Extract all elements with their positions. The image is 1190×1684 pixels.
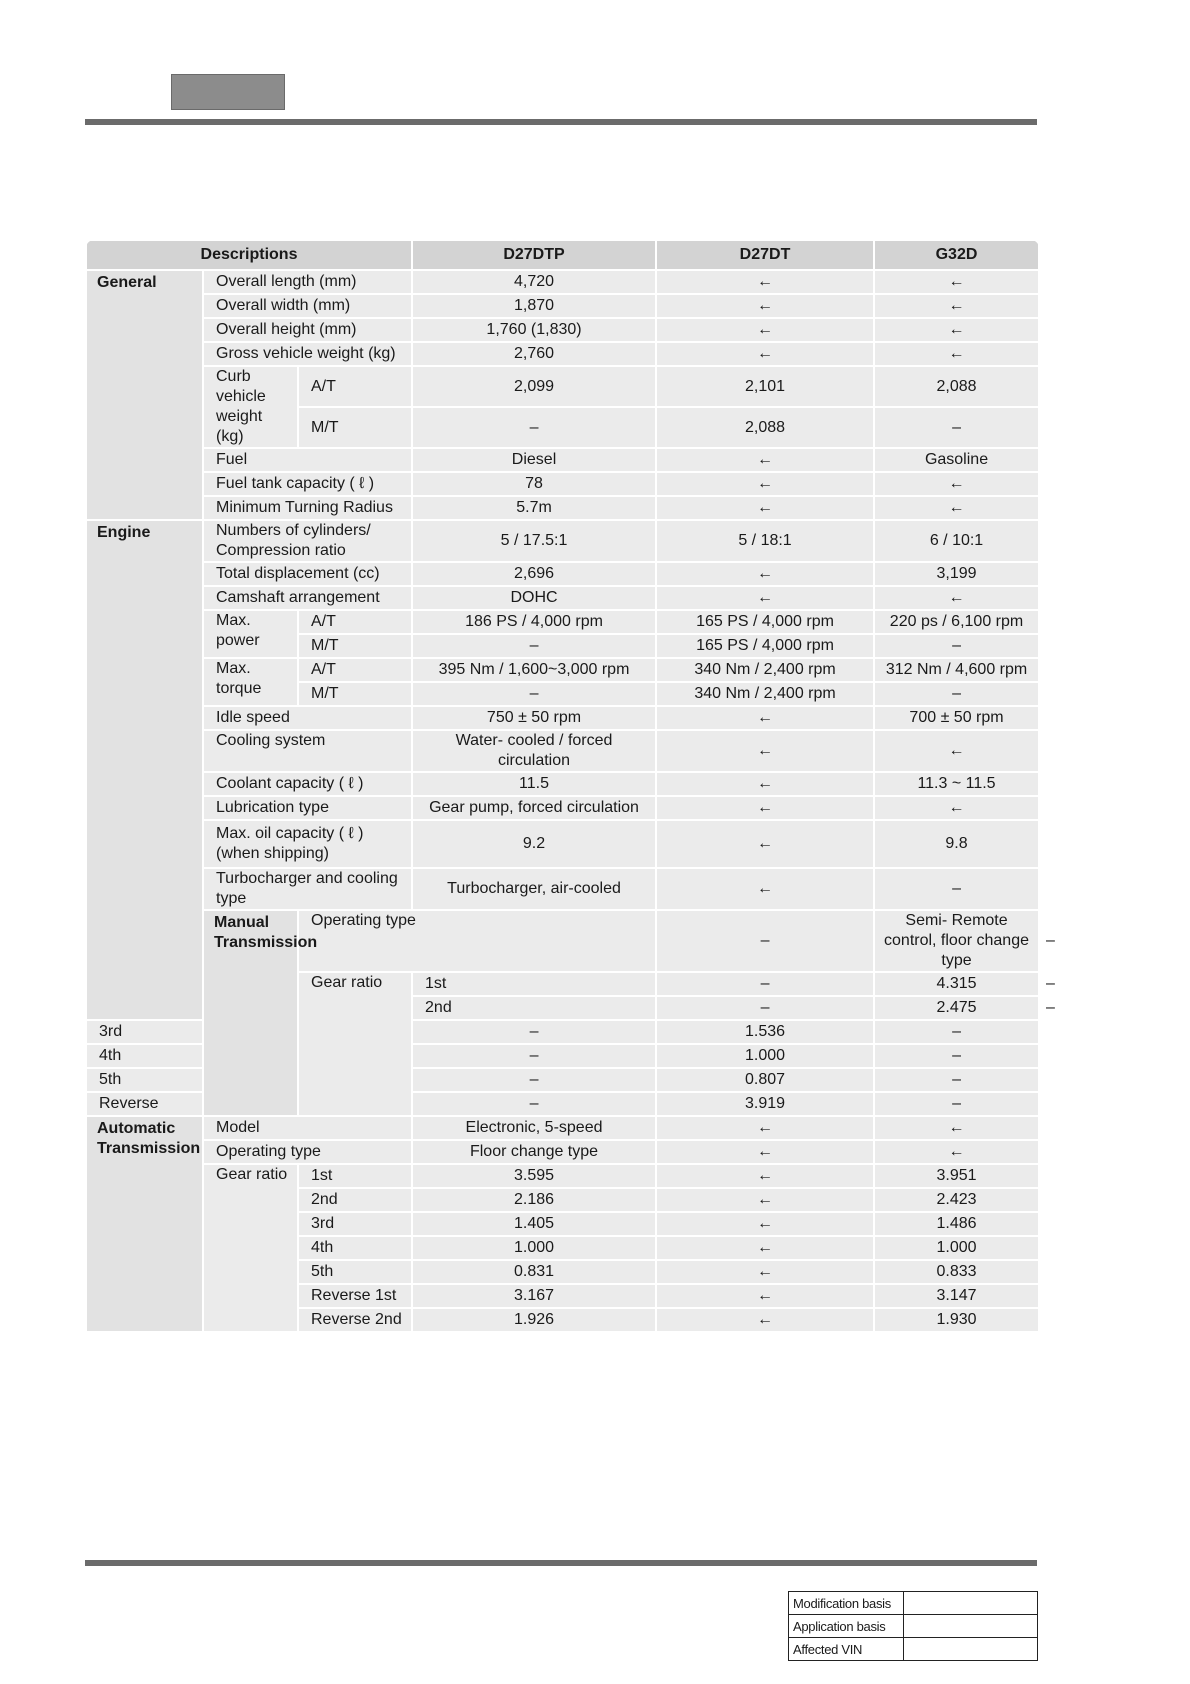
value-d27dt: Semi- Remote control, floor change type bbox=[874, 910, 1039, 972]
row-label: Numbers of cylinders/ Compression ratio bbox=[203, 520, 412, 562]
row-label: Curb vehicle weight (kg) bbox=[203, 366, 298, 448]
value-g32d: 0.833 bbox=[874, 1260, 1039, 1284]
affected-vin-value bbox=[904, 1638, 1038, 1661]
table-row: Manual Transmission Operating type – Semi- Remote control, floor change type – bbox=[86, 910, 1039, 972]
value-g32d: – bbox=[874, 682, 1039, 706]
value-d27dtp: – bbox=[412, 1020, 656, 1044]
value-d27dt: 2,088 bbox=[656, 407, 874, 448]
row-label: Overall length (mm) bbox=[203, 270, 412, 294]
category-manual-transmission: Manual Transmission bbox=[203, 910, 298, 1116]
value-d27dtp: 4,720 bbox=[412, 270, 656, 294]
value-d27dt: ← bbox=[656, 1260, 874, 1284]
value-d27dtp: – bbox=[412, 1068, 656, 1092]
table-row bbox=[86, 658, 1039, 682]
application-basis-value bbox=[904, 1615, 1038, 1638]
value-g32d: 700 ± 50 rpm bbox=[874, 706, 1039, 730]
value-d27dtp: 1,870 bbox=[412, 294, 656, 318]
table-row: 2nd – 2.475 – bbox=[86, 996, 1039, 1020]
value-d27dtp: Water- cooled / forced circulation bbox=[412, 730, 656, 772]
value-d27dtp: 2,760 bbox=[412, 342, 656, 366]
value-g32d: 220 ps / 6,100 rpm bbox=[874, 610, 1039, 634]
row-sublabel: 5th bbox=[298, 1260, 412, 1284]
row-label: Max. oil capacity ( ℓ ) (when shipping) bbox=[203, 820, 412, 868]
value-g32d: ← bbox=[874, 586, 1039, 610]
table-row bbox=[86, 520, 1039, 562]
row-label: Coolant capacity ( ℓ ) bbox=[203, 772, 412, 796]
value-d27dtp: 1.000 bbox=[412, 1236, 656, 1260]
header-rule bbox=[85, 119, 1037, 125]
footer-rule bbox=[85, 1560, 1037, 1566]
value-d27dtp: 395 Nm / 1,600~3,000 rpm bbox=[412, 658, 656, 682]
value-g32d: Gasoline bbox=[874, 448, 1039, 472]
value-d27dt: ← bbox=[656, 472, 874, 496]
value-d27dt: ← bbox=[656, 496, 874, 520]
row-label: Lubrication type bbox=[203, 796, 412, 820]
table-row bbox=[86, 1164, 1039, 1188]
row-label: Max. torque bbox=[203, 658, 298, 706]
value-d27dtp: – bbox=[412, 634, 656, 658]
row-sublabel: M/T bbox=[298, 634, 412, 658]
category-automatic-transmission: Automatic Transmission bbox=[86, 1116, 203, 1332]
table-row bbox=[86, 1116, 1039, 1140]
value-g32d: 9.8 bbox=[874, 820, 1039, 868]
table-row bbox=[86, 820, 1039, 868]
table-row bbox=[86, 294, 1039, 318]
row-sublabel: 3rd bbox=[86, 1020, 203, 1044]
value-g32d: – bbox=[874, 868, 1039, 910]
row-label: Operating type bbox=[298, 910, 656, 972]
row-sublabel: 3rd bbox=[298, 1212, 412, 1236]
revision-row bbox=[789, 1615, 1038, 1638]
application-basis-label: Application basis bbox=[789, 1615, 904, 1638]
row-label: Fuel tank capacity ( ℓ ) bbox=[203, 472, 412, 496]
value-d27dtp: 750 ± 50 rpm bbox=[412, 706, 656, 730]
value-d27dt: ← bbox=[656, 1140, 874, 1164]
value-g32d: – bbox=[874, 1092, 1039, 1116]
row-sublabel: A/T bbox=[298, 366, 412, 407]
row-label: Gross vehicle weight (kg) bbox=[203, 342, 412, 366]
header-g32d: G32D bbox=[874, 240, 1039, 270]
row-sublabel: 5th bbox=[86, 1068, 203, 1092]
value-g32d: – bbox=[874, 1044, 1039, 1068]
row-sublabel: 2nd bbox=[298, 1188, 412, 1212]
value-d27dt: ← bbox=[656, 294, 874, 318]
row-label: Overall height (mm) bbox=[203, 318, 412, 342]
value-d27dtp: – bbox=[656, 910, 874, 972]
table-row bbox=[86, 868, 1039, 910]
row-sublabel: Reverse bbox=[86, 1092, 203, 1116]
value-g32d: ← bbox=[874, 730, 1039, 772]
table-row: Gear ratio 1st – 4.315 – bbox=[86, 972, 1039, 996]
value-g32d: 312 Nm / 4,600 rpm bbox=[874, 658, 1039, 682]
value-d27dt: 2,101 bbox=[656, 366, 874, 407]
value-d27dt: ← bbox=[656, 448, 874, 472]
value-g32d: – bbox=[874, 407, 1039, 448]
row-label: Max. power bbox=[203, 610, 298, 658]
value-d27dtp: 0.831 bbox=[412, 1260, 656, 1284]
value-d27dt: 1.000 bbox=[656, 1044, 874, 1068]
value-d27dt: ← bbox=[656, 730, 874, 772]
value-d27dtp: 5 / 17.5:1 bbox=[412, 520, 656, 562]
value-d27dt: ← bbox=[656, 1188, 874, 1212]
value-d27dtp: 2,099 bbox=[412, 366, 656, 407]
table-row bbox=[86, 796, 1039, 820]
value-d27dt: 2.475 bbox=[874, 996, 1039, 1020]
value-d27dtp: – bbox=[656, 996, 874, 1020]
value-d27dt: 165 PS / 4,000 rpm bbox=[656, 634, 874, 658]
value-d27dt: 5 / 18:1 bbox=[656, 520, 874, 562]
value-d27dtp: – bbox=[412, 1044, 656, 1068]
row-label: Total displacement (cc) bbox=[203, 562, 412, 586]
value-d27dt: 1.536 bbox=[656, 1020, 874, 1044]
category-general: General bbox=[86, 270, 203, 520]
row-label: Overall width (mm) bbox=[203, 294, 412, 318]
value-g32d: – bbox=[874, 1068, 1039, 1092]
row-sublabel: 4th bbox=[298, 1236, 412, 1260]
value-g32d: 3,199 bbox=[874, 562, 1039, 586]
value-d27dt: ← bbox=[656, 868, 874, 910]
table-header-row bbox=[86, 240, 1039, 270]
value-d27dt: 4.315 bbox=[874, 972, 1039, 996]
value-g32d: 1.486 bbox=[874, 1212, 1039, 1236]
value-d27dt: ← bbox=[656, 318, 874, 342]
value-g32d: ← bbox=[874, 1140, 1039, 1164]
value-d27dtp: 5.7m bbox=[412, 496, 656, 520]
row-label: Idle speed bbox=[203, 706, 412, 730]
row-sublabel: 4th bbox=[86, 1044, 203, 1068]
table-row bbox=[86, 318, 1039, 342]
value-d27dt: ← bbox=[656, 796, 874, 820]
row-label: Minimum Turning Radius bbox=[203, 496, 412, 520]
value-d27dt: ← bbox=[656, 342, 874, 366]
value-g32d: 11.3 ~ 11.5 bbox=[874, 772, 1039, 796]
value-d27dtp: 1.405 bbox=[412, 1212, 656, 1236]
row-sublabel: M/T bbox=[298, 682, 412, 706]
value-d27dt: ← bbox=[656, 706, 874, 730]
table-row bbox=[86, 586, 1039, 610]
value-d27dt: ← bbox=[656, 1236, 874, 1260]
row-sublabel: 1st bbox=[412, 972, 656, 996]
revision-row bbox=[789, 1638, 1038, 1661]
row-label: Cooling system bbox=[203, 730, 412, 772]
value-d27dtp: 2.186 bbox=[412, 1188, 656, 1212]
value-g32d: 2,088 bbox=[874, 366, 1039, 407]
value-d27dtp: 1,760 (1,830) bbox=[412, 318, 656, 342]
row-label: Gear ratio bbox=[298, 972, 412, 1116]
value-d27dtp: 3.167 bbox=[412, 1284, 656, 1308]
value-d27dt: ← bbox=[656, 1116, 874, 1140]
table-row bbox=[86, 472, 1039, 496]
table-row bbox=[86, 366, 1039, 407]
value-g32d: 1.930 bbox=[874, 1308, 1039, 1332]
value-d27dt: 0.807 bbox=[656, 1068, 874, 1092]
value-d27dtp: Turbocharger, air-cooled bbox=[412, 868, 656, 910]
value-d27dtp: – bbox=[412, 682, 656, 706]
table-row bbox=[86, 562, 1039, 586]
specifications-table bbox=[85, 239, 1055, 1333]
table-row bbox=[86, 706, 1039, 730]
value-d27dtp: – bbox=[412, 1092, 656, 1116]
row-sublabel: Reverse 2nd bbox=[298, 1308, 412, 1332]
revision-row bbox=[789, 1592, 1038, 1615]
row-sublabel: 1st bbox=[298, 1164, 412, 1188]
value-d27dt: ← bbox=[656, 1308, 874, 1332]
value-d27dt: 340 Nm / 2,400 rpm bbox=[656, 658, 874, 682]
revision-box bbox=[788, 1591, 1038, 1661]
section-tab bbox=[171, 74, 285, 110]
value-d27dtp: 9.2 bbox=[412, 820, 656, 868]
value-g32d: 6 / 10:1 bbox=[874, 520, 1039, 562]
value-d27dt: 165 PS / 4,000 rpm bbox=[656, 610, 874, 634]
value-d27dt: ← bbox=[656, 586, 874, 610]
value-g32d: ← bbox=[874, 294, 1039, 318]
value-d27dt: ← bbox=[656, 820, 874, 868]
row-sublabel: A/T bbox=[298, 610, 412, 634]
value-g32d: 3.951 bbox=[874, 1164, 1039, 1188]
value-g32d: 2.423 bbox=[874, 1188, 1039, 1212]
category-engine: Engine bbox=[86, 520, 203, 1020]
modification-basis-value bbox=[904, 1592, 1038, 1615]
value-d27dtp: – bbox=[412, 407, 656, 448]
header-d27dtp: D27DTP bbox=[412, 240, 656, 270]
row-sublabel: M/T bbox=[298, 407, 412, 448]
table-row bbox=[86, 772, 1039, 796]
row-label: Fuel bbox=[203, 448, 412, 472]
row-sublabel: 2nd bbox=[412, 996, 656, 1020]
value-d27dtp: Diesel bbox=[412, 448, 656, 472]
value-d27dtp: DOHC bbox=[412, 586, 656, 610]
value-g32d: ← bbox=[874, 472, 1039, 496]
table-row bbox=[86, 1140, 1039, 1164]
value-g32d: 1.000 bbox=[874, 1236, 1039, 1260]
value-d27dt: ← bbox=[656, 772, 874, 796]
header-descriptions: Descriptions bbox=[86, 240, 412, 270]
value-d27dt: ← bbox=[656, 1164, 874, 1188]
value-d27dt: ← bbox=[656, 562, 874, 586]
value-d27dtp: Gear pump, forced circulation bbox=[412, 796, 656, 820]
value-d27dtp: 78 bbox=[412, 472, 656, 496]
table-row bbox=[86, 448, 1039, 472]
table-row bbox=[86, 496, 1039, 520]
value-g32d: ← bbox=[874, 796, 1039, 820]
value-d27dtp: 11.5 bbox=[412, 772, 656, 796]
row-sublabel: Reverse 1st bbox=[298, 1284, 412, 1308]
row-label: Model bbox=[203, 1116, 412, 1140]
value-d27dtp: 2,696 bbox=[412, 562, 656, 586]
value-g32d: ← bbox=[874, 1116, 1039, 1140]
affected-vin-label: Affected VIN bbox=[789, 1638, 904, 1661]
row-label: Operating type bbox=[203, 1140, 412, 1164]
row-label: Gear ratio bbox=[203, 1164, 298, 1332]
modification-basis-label: Modification basis bbox=[789, 1592, 904, 1615]
value-d27dtp: 1.926 bbox=[412, 1308, 656, 1332]
table-row bbox=[86, 270, 1039, 294]
value-d27dtp: Electronic, 5-speed bbox=[412, 1116, 656, 1140]
value-d27dt: 3.919 bbox=[656, 1092, 874, 1116]
row-label: Turbocharger and cooling type bbox=[203, 868, 412, 910]
value-g32d: ← bbox=[874, 270, 1039, 294]
value-g32d: ← bbox=[874, 496, 1039, 520]
value-d27dt: ← bbox=[656, 270, 874, 294]
value-g32d: – bbox=[874, 634, 1039, 658]
value-d27dt: 340 Nm / 2,400 rpm bbox=[656, 682, 874, 706]
value-d27dt: ← bbox=[656, 1284, 874, 1308]
header-d27dt: D27DT bbox=[656, 240, 874, 270]
value-d27dtp: 186 PS / 4,000 rpm bbox=[412, 610, 656, 634]
table-row bbox=[86, 610, 1039, 634]
table-row bbox=[86, 342, 1039, 366]
value-g32d: 3.147 bbox=[874, 1284, 1039, 1308]
row-label: Camshaft arrangement bbox=[203, 586, 412, 610]
value-g32d: – bbox=[874, 1020, 1039, 1044]
value-d27dtp: Floor change type bbox=[412, 1140, 656, 1164]
row-sublabel: A/T bbox=[298, 658, 412, 682]
value-g32d: ← bbox=[874, 318, 1039, 342]
value-d27dt: ← bbox=[656, 1212, 874, 1236]
value-g32d: ← bbox=[874, 342, 1039, 366]
value-d27dtp: – bbox=[656, 972, 874, 996]
value-d27dtp: 3.595 bbox=[412, 1164, 656, 1188]
table-row bbox=[86, 730, 1039, 772]
